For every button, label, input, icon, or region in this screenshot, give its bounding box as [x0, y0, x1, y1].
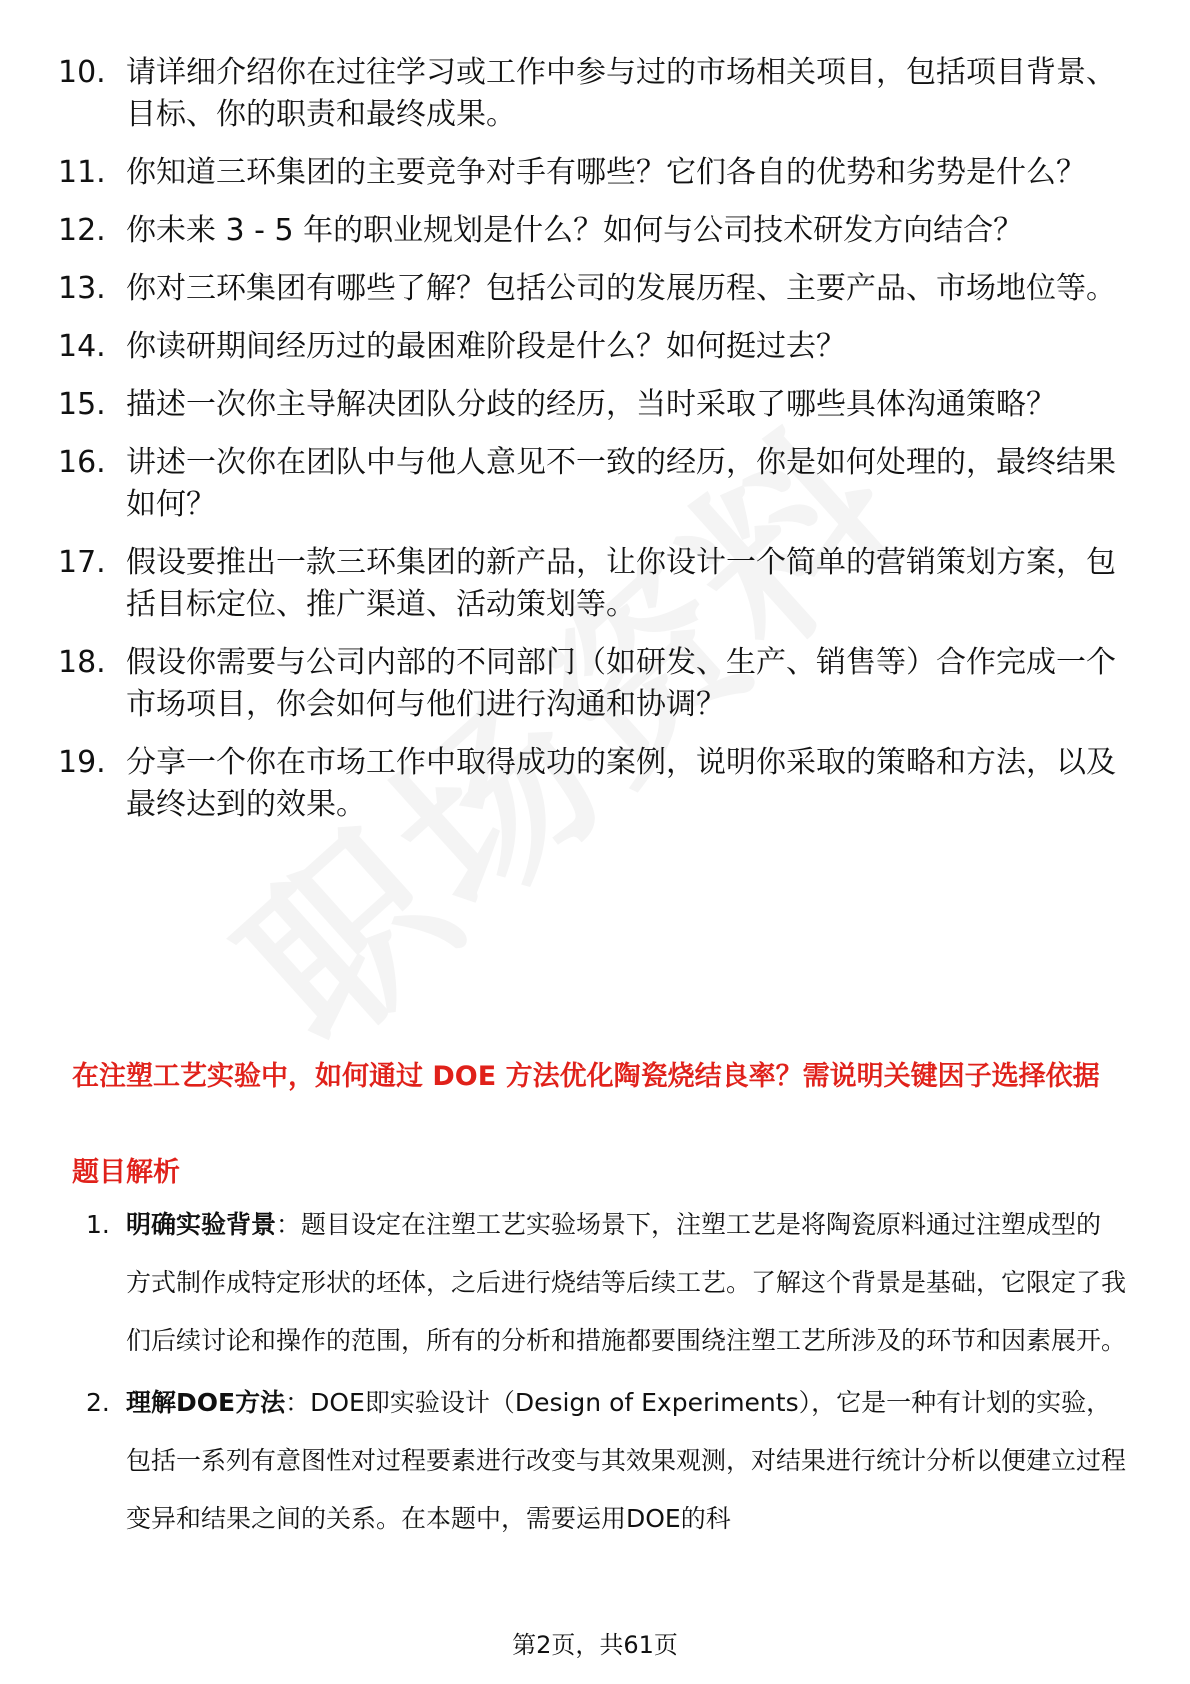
item-text: 假设你需要与公司内部的不同部门（如研发、生产、销售等）合作完成一个市场项目，你会如何与他们进行沟通和协调？	[126, 645, 1116, 722]
item-text	[126, 1374, 1126, 1548]
list-item	[58, 542, 1118, 626]
list-item	[86, 1196, 1126, 1370]
item-text: 描述一次你主导解决团队分歧的经历，当时采取了哪些具体沟通策略？	[126, 387, 1056, 422]
item-body: ：题目设定在注塑工艺实验场景下，注塑工艺是将陶瓷原料通过注塑成型的方式制作成特定形状的坯体，之后进行烧结等后续工艺。了解这个背景是基础，它限定了我们后续讨论和操作的范围，所有的分析和措施都要围绕注塑工艺所涉及的环节和因素展开。	[126, 1210, 1127, 1355]
item-number: 15.	[58, 387, 106, 422]
page-footer: 第2页，共61页	[512, 1631, 678, 1659]
list-item	[86, 1374, 1126, 1548]
list-item	[58, 152, 1118, 194]
list-item	[58, 52, 1118, 136]
analysis-list	[86, 1196, 1126, 1552]
item-number: 14.	[58, 329, 106, 364]
list-item	[58, 268, 1118, 310]
item-text: 请详细介绍你在过往学习或工作中参与过的市场相关项目，包括项目背景、目标、你的职责和最终成果。	[126, 55, 1116, 132]
item-number: 2.	[86, 1388, 110, 1417]
item-number: 13.	[58, 271, 106, 306]
section-title: 在注塑工艺实验中，如何通过 DOE 方法优化陶瓷烧结良率？需说明关键因子选择依据	[72, 1061, 1100, 1092]
item-lead: 明确实验背景	[126, 1210, 277, 1239]
item-number: 17.	[58, 545, 106, 580]
item-text: 你未来 3 - 5 年的职业规划是什么？如何与公司技术研发方向结合？	[126, 213, 1024, 248]
item-text: 分享一个你在市场工作中取得成功的案例，说明你采取的策略和方法，以及最终达到的效果。	[126, 745, 1116, 822]
list-item	[58, 326, 1118, 368]
list-item	[58, 742, 1118, 826]
list-item	[58, 384, 1118, 426]
item-number: 16.	[58, 445, 106, 480]
item-number: 12.	[58, 213, 106, 248]
item-text: 你知道三环集团的主要竞争对手有哪些？它们各自的优势和劣势是什么？	[126, 155, 1086, 190]
section-subtitle: 题目解析	[72, 1157, 180, 1188]
item-number: 19.	[58, 745, 106, 780]
list-item	[58, 642, 1118, 726]
list-item	[58, 210, 1118, 252]
item-text: 你对三环集团有哪些了解？包括公司的发展历程、主要产品、市场地位等。	[126, 271, 1116, 306]
item-text	[126, 1196, 1126, 1370]
item-number: 11.	[58, 155, 106, 190]
list-item	[58, 442, 1118, 526]
item-lead: 理解DOE方法	[126, 1388, 286, 1417]
item-text: 讲述一次你在团队中与他人意见不一致的经历，你是如何处理的，最终结果如何？	[126, 445, 1116, 522]
item-number: 10.	[58, 55, 106, 90]
item-text: 假设要推出一款三环集团的新产品，让你设计一个简单的营销策划方案，包括目标定位、推广渠道、活动策划等。	[126, 545, 1116, 622]
item-text: 你读研期间经历过的最困难阶段是什么？如何挺过去？	[126, 329, 846, 364]
item-body: ：DOE即实验设计（Design of Experiments），它是一种有计划的实验，包括一系列有意图性对过程要素进行改变与其效果观测，对结果进行统计分析以便建立过程变异和结果之间的关系。在本题中，需要运用DOE的科	[126, 1388, 1127, 1533]
item-number: 1.	[86, 1210, 110, 1239]
item-number: 18.	[58, 645, 106, 680]
question-list	[58, 52, 1118, 842]
